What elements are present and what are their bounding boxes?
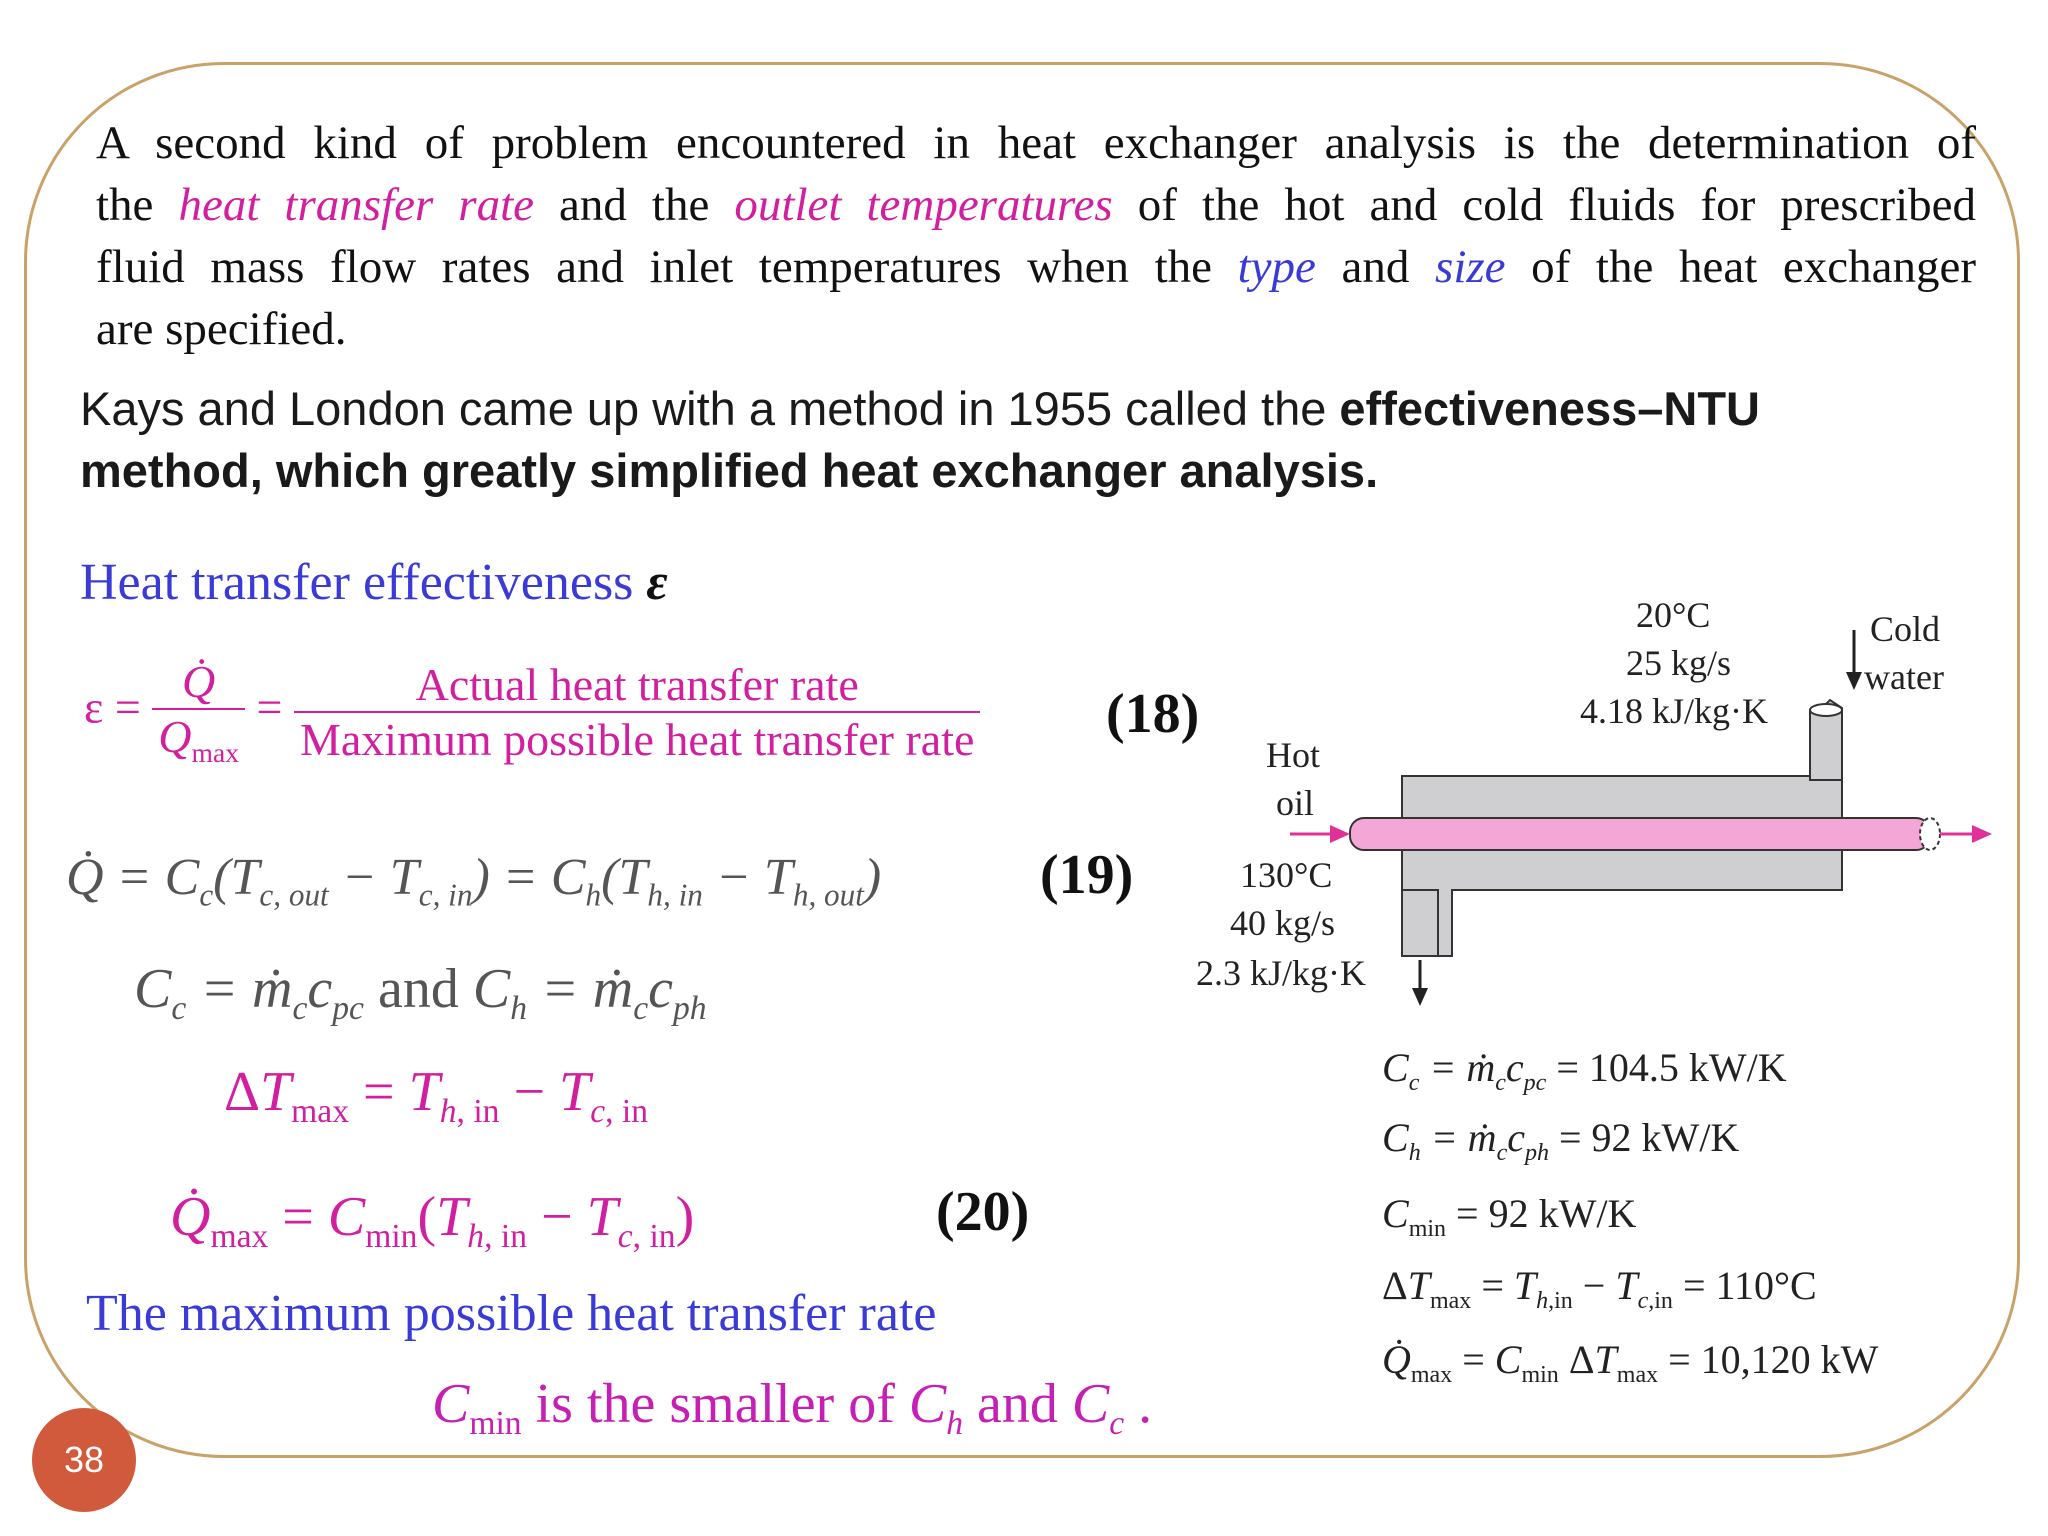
page-number-badge: 38	[32, 1408, 136, 1512]
cold-inlet-arrow	[1846, 672, 1862, 690]
intro-text: of the hot and cold fluids for prescribed	[1112, 179, 1976, 231]
intro-paragraph	[96, 112, 1976, 360]
eq19-number: (19)	[1040, 844, 1134, 906]
intro-text: the	[96, 179, 179, 231]
cmin-text: .	[1124, 1373, 1153, 1435]
max-rate-caption: The maximum possible heat transfer rate	[86, 1285, 937, 1342]
hot-label-2: oil	[1276, 783, 1315, 823]
result-cc: $C_c$ = $ṁ_cc_{pc} = 104.5$ kW/K	[1382, 1045, 1787, 1096]
eq18-lhs: ε =	[84, 681, 141, 733]
eq20-number: (20)	[936, 1181, 1030, 1243]
result-qmax: $Q̇_{max} = C_{min}$ $\Delta T_{max} = 10,120$ kW	[1382, 1337, 1879, 1388]
intro-line-3	[96, 236, 1976, 298]
cold-temp: 20°C	[1636, 595, 1711, 635]
hot-outlet-arrow	[1972, 825, 1992, 843]
eq18-wordratio	[294, 658, 980, 766]
intro-text: fluid mass flow rates and inlet temperatures when the	[96, 241, 1238, 293]
hot-label-1: Hot	[1266, 735, 1320, 775]
equation-18	[84, 655, 980, 769]
highlight-outlet-temperatures: outlet temperatures	[734, 179, 1113, 231]
intro-line-4: are specified.	[96, 303, 347, 355]
cold-label-2: water	[1864, 657, 1944, 697]
eq18-equals: =	[256, 681, 283, 733]
cold-flow: 25 kg/s	[1626, 643, 1732, 683]
cmin-text: and	[963, 1373, 1072, 1435]
intro-line-1: A second kind of problem encountered in heat exchanger analysis is the determination of	[96, 117, 1976, 169]
hot-inlet-arrow	[1330, 825, 1350, 843]
highlight-heat-transfer-rate: heat transfer rate	[178, 179, 534, 231]
highlight-size: size	[1435, 241, 1506, 293]
epsilon-symbol: ε	[646, 554, 668, 611]
intro-text: of the heat exchanger	[1505, 241, 1976, 293]
cmin-text: is the smaller of	[521, 1373, 909, 1435]
cold-label-1: Cold	[1870, 609, 1941, 649]
cold-cp: 4.18 kJ/kg·K	[1580, 691, 1768, 731]
method-paragraph	[80, 378, 1760, 502]
intro-text: and	[1315, 241, 1436, 293]
eq18-number: (18)	[1106, 683, 1200, 745]
intro-line-2	[96, 174, 1976, 236]
eq18-denominator: Maximum possible heat transfer rate	[299, 714, 975, 766]
result-dtmax: $\Delta T_{max} = T_{h,in} - T_{c,in} = 110^\circ C$	[1382, 1263, 1817, 1314]
hot-flow: 40 kg/s	[1230, 903, 1336, 943]
result-value: = 10,120 kW	[1668, 1337, 1879, 1382]
hot-oil-tube	[1350, 818, 1930, 850]
eq18-qratio	[152, 655, 245, 769]
equation-19: Q̇ = $C_c(T_{c, out} - T_{c, in}) = C_h(T_{h, in} - T_{h, out})$	[66, 849, 882, 913]
eq18-qdot: Q̇	[152, 655, 245, 710]
cmin-note: $C_{min}$ is the smaller of $C_h$ and $C_c$ .	[432, 1373, 1153, 1443]
capacity-rate-equation: $C_c$ = $ṁ_cc_{pc}$ and $C_h$ = $ṁ_cc_{ph}$	[134, 958, 707, 1028]
eq18-numerator: Actual heat transfer rate	[294, 658, 980, 713]
delta-t-max-equation: $\Delta T_{max} = T_{h, in} - T_{c, in}$	[224, 1061, 649, 1131]
effectiveness-heading	[80, 553, 668, 612]
cold-inlet-nozzle	[1810, 710, 1842, 780]
hot-temp: 130°C	[1240, 855, 1333, 895]
heading-text: Heat transfer effectiveness	[80, 554, 647, 611]
cold-outlet-nozzle	[1402, 890, 1438, 956]
equation-20: $Q̇_{max} = C_{min}(T_{h, in} - T_{c, in})$	[170, 1186, 695, 1256]
eq18-qmax	[152, 710, 245, 769]
hot-cp: 2.3 kJ/kg·K	[1196, 953, 1366, 993]
result-ch: $C_h$ = $ṁ_cc_{ph} = 92$ kW/K	[1382, 1115, 1740, 1166]
intro-text: and the	[534, 179, 735, 231]
q-symbol: Q	[158, 711, 192, 762]
q-max-sub: max	[191, 737, 240, 769]
cold-outlet-arrow	[1412, 988, 1428, 1006]
result-value: = 104.5 kW/K	[1556, 1045, 1787, 1090]
method-bold: effectiveness–NTU	[1339, 382, 1760, 435]
result-cmin: $C_{min} = 92$ kW/K	[1382, 1191, 1637, 1242]
method-text: Kays and London came up with a method in 1955 called the	[80, 382, 1340, 435]
highlight-type: type	[1237, 241, 1316, 293]
result-value: = 92 kW/K	[1559, 1115, 1740, 1160]
result-value: = 110°C	[1682, 1263, 1817, 1308]
method-bold: method, which greatly simplified heat exchanger analysis.	[80, 444, 1379, 497]
result-value: = 92 kW/K	[1456, 1191, 1637, 1236]
